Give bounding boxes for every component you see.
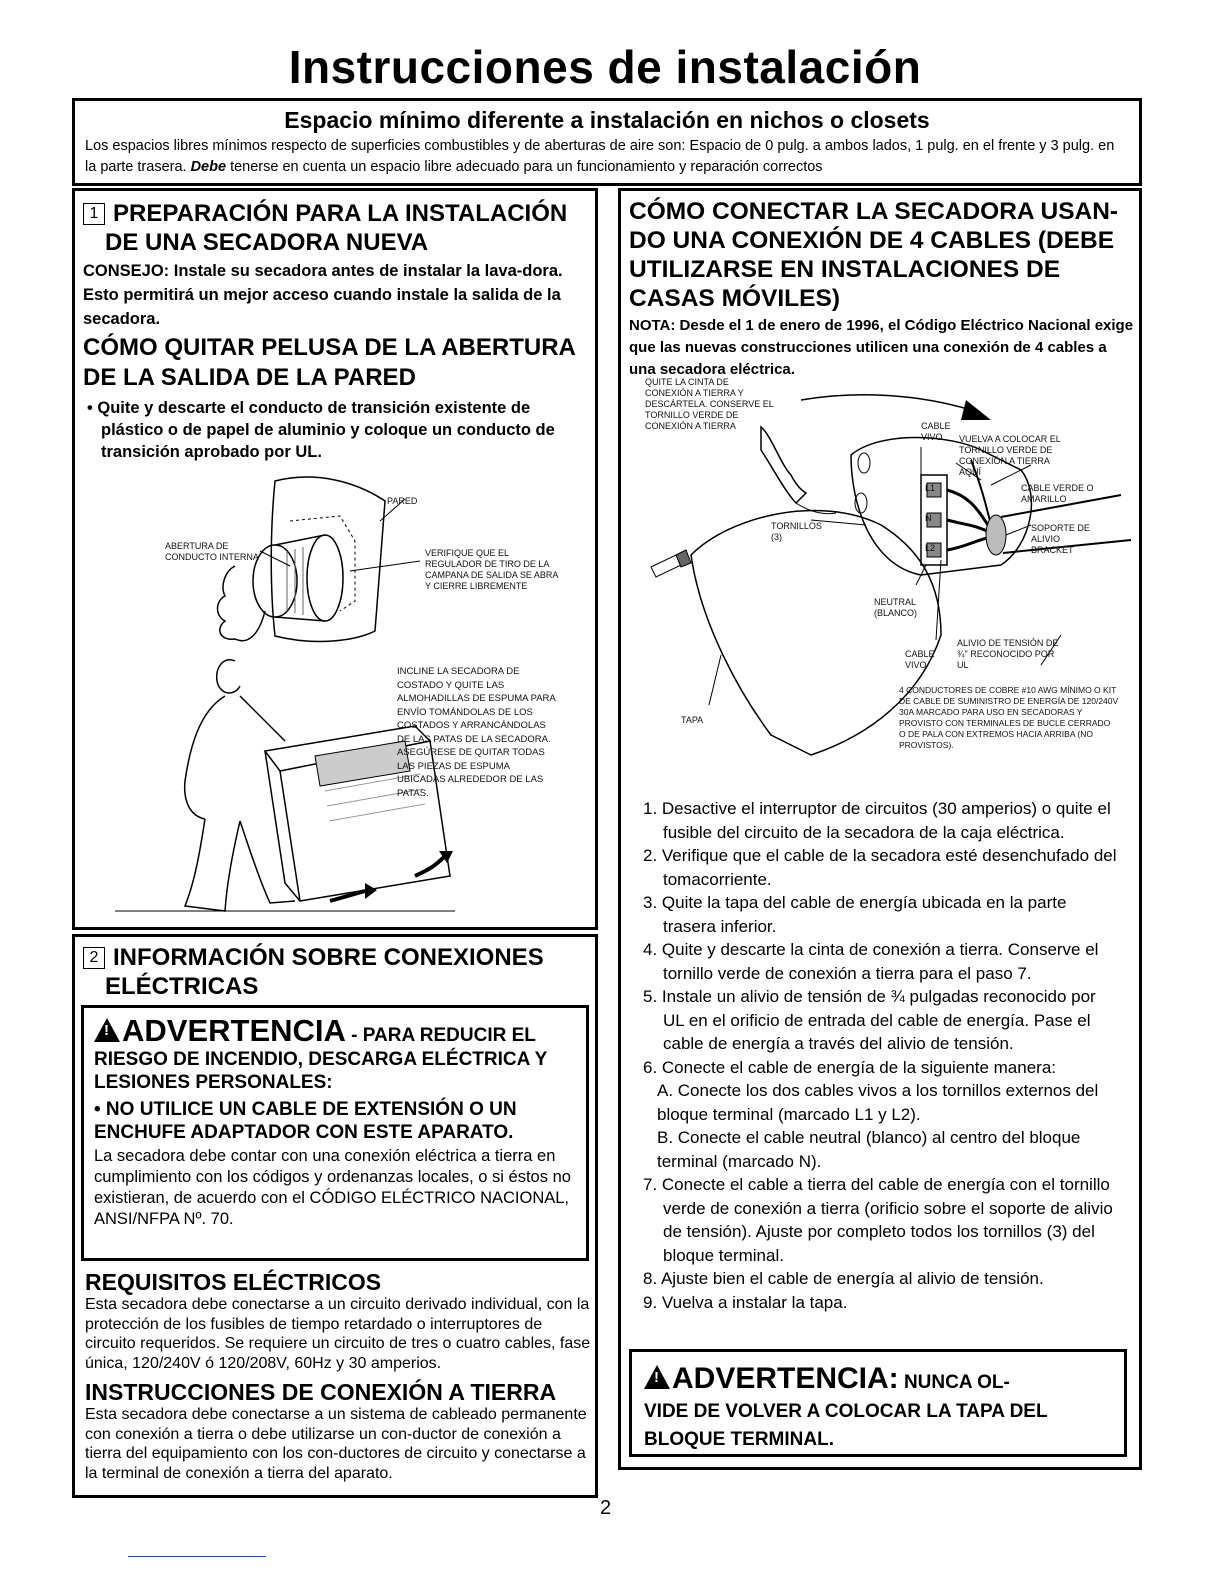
warning2-text: VIDE DE VOLVER A COLOCAR LA TAPA DEL BLOQUE TERMINAL.: [644, 1401, 1048, 1450]
warning-text: La secadora debe contar con una conexión eléctrica a tierra en cumplimiento con los códigos y ordenanzas locales, o si éstos no existieran, de acuerdo con el CÓDIGO ELÉCTRICO NACIONAL, ANSI/NFPA Nº. 70.: [94, 1147, 571, 1228]
four-wire-note: NOTA: Desde el 1 de enero de 1996, el Código Eléctrico Nacional exige que las nuevas construcciones utilicen una conexión de 4 cables a una secadora eléctrica.: [629, 317, 1134, 378]
label-neutral: NEUTRAL (BLANCO): [874, 597, 918, 618]
label-cable-vivo-bottom: CABLE VIVO: [905, 649, 935, 670]
step-6b: B. Conecte el cable neutral (blanco) al centro del bloque terminal (marcado N).: [657, 1128, 1081, 1171]
footer-rule: [128, 1556, 266, 1557]
step-2: 2. Verifique que el cable de la secadora esté desenchufado del tomacorriente.: [643, 846, 1117, 889]
label-alivio: ALIVIO DE TENSIÓN DE ¾" RECONOCIDO POR UL: [957, 638, 1059, 670]
section-2-box: [72, 934, 598, 1498]
page-number: 2: [600, 1497, 612, 1519]
clearance-emphasis: Debe: [190, 159, 227, 175]
warning2-icon: [644, 1365, 670, 1389]
step-6a: A. Conecte los dos cables vivos a los tornillos externos del bloque terminal (marcado L1 y L2).: [657, 1081, 1099, 1124]
step-8: 8. Ajuste bien el cable de energía al alivio de tensión.: [643, 1269, 1044, 1288]
steps-list: [643, 797, 1119, 1314]
clearance-box: [72, 98, 1142, 186]
warning-box: [81, 1005, 589, 1261]
label-abertura: ABERTURA DE CONDUCTO INTERNA: [165, 541, 259, 562]
label-l1: L1: [925, 483, 936, 493]
step-4: 4. Quite y descarte la cinta de conexión a tierra. Conserve el tornillo verde de conexión a tierra para el paso 7.: [643, 940, 1099, 983]
label-tapa: TAPA: [681, 715, 704, 725]
label-l2: L2: [925, 543, 936, 553]
clearance-heading: Espacio mínimo diferente a instalación en nichos o closets: [284, 107, 930, 133]
clearance-text: Los espacios libres mínimos respecto de superficies combustibles y de aberturas de aire son: Espacio de 0 pulg. a ambos lados, 1 pulg. en el frente y 3 pulg. en la parte trasera. Debe tenerse en cuenta un espacio libre adecuado para un funcionamiento y reparación correctos: [85, 138, 1115, 175]
step-6: 6. Conecte el cable de energía de la siguiente manera:: [643, 1057, 1056, 1077]
label-pared: PARED: [387, 496, 418, 506]
label-cable-vivo-top: CABLE VIVO: [921, 421, 951, 442]
warning-icon: [94, 1018, 120, 1042]
section-1-number: 1: [83, 203, 105, 225]
four-wire-title: CÓMO CONECTAR LA SECADORA USAN-DO UNA CONEXIÓN DE 4 CABLES (DEBE UTILIZARSE EN INSTALACIONES DE CASAS MÓVILES): [629, 198, 1119, 312]
step-1: 1. Desactive el interruptor de circuitos (30 amperios) o quite el fusible del circuito de la secadora de la caja eléctrica.: [643, 799, 1111, 842]
requirements-text: Esta secadora debe conectarse a un circuito derivado individual, con la protección de los fusibles de tiempo retardado o interruptores de circuito requeridos. Se requiere un circuito de tres o cuatro cables, fase única, 120/240V ó 120/208V, 60Hz y 30 amperios.: [85, 1296, 591, 1372]
section-2-title: 2 INFORMACIÓN SOBRE CONEXIONES: [83, 943, 591, 972]
warning-bullet: • NO UTILICE UN CABLE DE EXTENSIÓN O UN ENCHUFE ADAPTADOR CON ESTE APARATO.: [94, 1099, 517, 1143]
label-quite-cinta: QUITE LA CINTA DE CONEXIÓN A TIERRA Y DESCÁRTELA. CONSERVE EL TORNILLO VERDE DE CONEXIÓN A TIERRA: [645, 377, 774, 431]
section-1-tip: CONSEJO: Instale su secadora antes de instalar la lava-dora. Esto permitirá un mejor acceso cuando instale la salida de la secadora.: [83, 262, 563, 328]
warning-risk: RIESGO DE INCENDIO, DESCARGA ELÉCTRICA Y LESIONES PERSONALES:: [94, 1049, 547, 1093]
page-title: Instrucciones de instalación: [288, 41, 922, 93]
section-2-number: 2: [83, 947, 105, 969]
label-soporte: SOPORTE DE ALIVIO BRACKET: [1031, 523, 1090, 555]
section-1-subtitle: CÓMO QUITAR PELUSA DE LA ABERTURA DE LA SALIDA DE LA PARED: [83, 334, 575, 391]
label-incline: INCLINE LA SECADORA DE COSTADO Y QUITE LAS ALMOHADILLAS DE ESPUMA PARA ENVÍO TOMÁNDOLAS DE LOS COSTADOS Y ARRANCÁNDOLAS DE LAS PATAS DE LA SECADORA. ASEGÚRESE DE QUITAR TODAS LAS PIEZAS DE ESPUMA UBICADAS ALREDEDOR DE LAS PATAS.: [397, 666, 556, 799]
grounding-text: Esta secadora debe conectarse a un sistema de cableado permanente con conexión a tierra o debe utilizarse un con-ductor de conexión a tierra del equipamiento con los con-ductores de circuito y conectarse a la terminal de conexión a tierra del aparato.: [85, 1406, 587, 1482]
requirements-title: REQUISITOS ELÉCTRICOS: [85, 1269, 382, 1295]
label-n: N: [925, 513, 932, 523]
section-1-title-2: DE UNA SECADORA NUEVA: [105, 229, 429, 256]
label-verifique: VERIFIQUE QUE EL REGULADOR DE TIRO DE LA CAMPANA DE SALIDA SE ABRA Y CIERRE LIBREMENTE: [425, 548, 558, 591]
warning2-heading: !ADVERTENCIA: NUNCA OL-: [644, 1362, 1112, 1396]
warning-heading: !ADVERTENCIA - PARA REDUCIR EL: [94, 1014, 576, 1048]
label-cable-verde: CABLE VERDE O AMARILLO: [1021, 483, 1094, 504]
label-vuelva: VUELVA A COLOCAR EL TORNILLO VERDE DE CONEXIÓN A TIERRA AQUÍ: [959, 434, 1061, 477]
label-conductores: 4 CONDUCTORES DE COBRE #10 AWG MÍNIMO O KIT DE CABLE DE SUMINISTRO DE ENERGÍA DE 120/240V 30A MARCADO PARA USO EN SECADORAS Y PROVISTO CON TERMINALES DE BUCLE CERRADO O DE PALA CON EXTREMOS HACIA ARRIBA (NO PROVISTOS).: [899, 685, 1119, 750]
step-9: 9. Vuelva a instalar la tapa.: [643, 1292, 848, 1312]
section-1-bullet: • Quite y descarte el conducto de transición existente de plástico o de papel de aluminio y coloque un conducto de transición aprobado por UL.: [87, 399, 555, 461]
grounding-title: INSTRUCCIONES DE CONEXIÓN A TIERRA: [85, 1379, 557, 1405]
step-7: 7. Conecte el cable a tierra del cable de energía con el tornillo verde de conexión a tierra (orificio sobre el soporte de alivio de tensión). Ajuste por completo todos los tornillos (3) del bloque terminal.: [643, 1175, 1113, 1265]
step-5: 5. Instale un alivio de tensión de ¾ pulgadas reconocido por UL en el orificio de entrada del cable de energía. Pase el cable de energía a través del alivio de tensión.: [643, 987, 1096, 1053]
section-2-title-2: ELÉCTRICAS: [105, 973, 259, 1000]
terminal-cover-warning: [629, 1349, 1127, 1457]
section-1-box: [72, 188, 598, 930]
label-tornillos: TORNILLOS (3): [771, 521, 822, 542]
section-1-title: 1 PREPARACIÓN PARA LA INSTALACIÓN: [83, 199, 591, 228]
four-wire-box: [618, 188, 1142, 1470]
step-3: 3. Quite la tapa del cable de energía ubicada en la parte trasera inferior.: [643, 893, 1067, 936]
